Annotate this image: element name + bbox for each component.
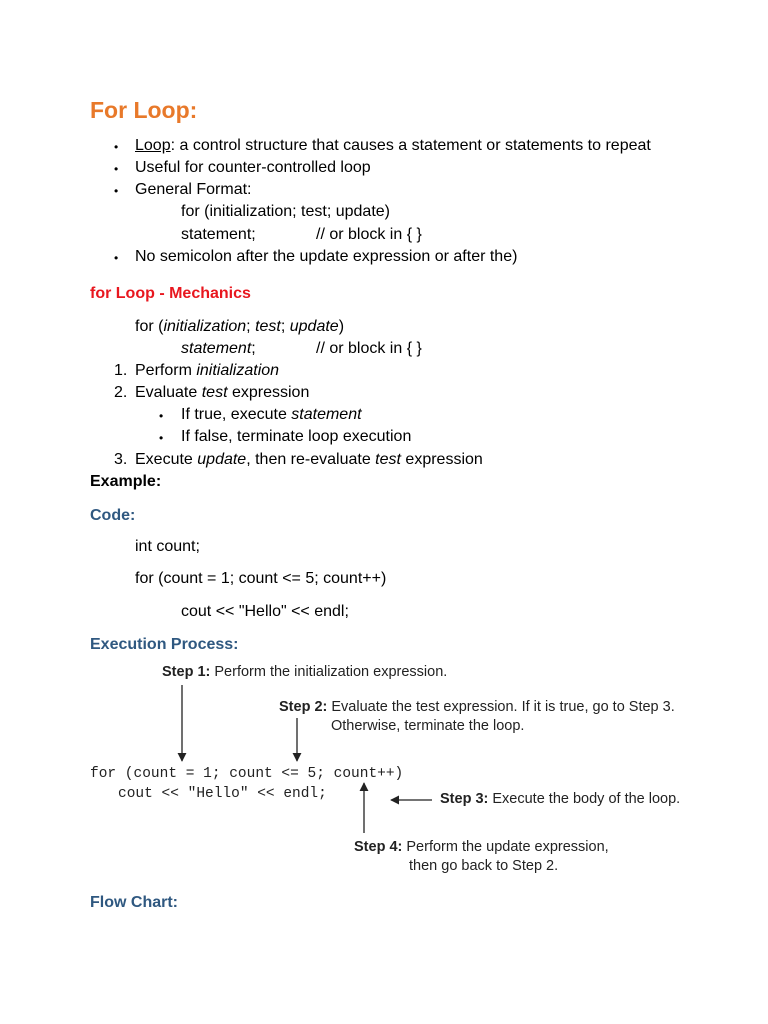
bullet-item-useful: Useful for counter-controlled loop xyxy=(135,159,371,176)
step-text: Perform the initialization expression. xyxy=(214,664,448,680)
format-line-2-statement: statement; xyxy=(181,226,256,243)
text-fragment: statement xyxy=(181,340,252,357)
format-line-2-comment: // or block in { } xyxy=(316,226,422,243)
step2-annotation-line2: Otherwise, terminate the loop. xyxy=(331,718,525,734)
step-label: Step 4: xyxy=(354,839,403,855)
text-fragment: ; xyxy=(246,318,256,335)
text-fragment: expression xyxy=(227,384,310,401)
example-label: Example: xyxy=(90,473,162,490)
code-heading: Code: xyxy=(90,507,136,524)
text-fragment: test xyxy=(375,451,401,468)
mechanics-comment: // or block in { } xyxy=(316,340,422,357)
code-line-1: int count; xyxy=(135,538,200,555)
loop-term: Loop xyxy=(135,137,171,154)
text-fragment: statement xyxy=(291,406,362,423)
mechanics-heading: for Loop - Mechanics xyxy=(90,285,251,302)
text-fragment: update xyxy=(197,451,247,468)
bullet-marker: • xyxy=(159,409,164,423)
code-line-2: for (count = 1; count <= 5; count++) xyxy=(135,570,387,587)
text-fragment: If true, execute xyxy=(181,406,292,423)
text-fragment: test xyxy=(201,384,228,401)
text-fragment: expression xyxy=(400,451,483,468)
step-2-false: If false, terminate loop execution xyxy=(181,428,412,445)
text-fragment: ; xyxy=(251,340,256,357)
bullet-marker: • xyxy=(114,162,119,176)
text-fragment: for ( xyxy=(135,318,164,335)
step-number: 3. xyxy=(114,451,128,468)
step-text: Execute the body of the loop. xyxy=(492,791,681,807)
diagram-code-line-2: cout << "Hello" << endl; xyxy=(118,786,327,802)
text-fragment: ) xyxy=(338,318,345,335)
bullet-marker: • xyxy=(114,184,119,198)
text-fragment: update xyxy=(289,318,339,335)
text-fragment: ; xyxy=(280,318,290,335)
diagram-code-line-1: for (count = 1; count <= 5; count++) xyxy=(90,766,404,782)
step-number: 2. xyxy=(114,384,128,401)
step-text: Perform the update expression, xyxy=(406,839,609,855)
format-line-1: for (initialization; test; update) xyxy=(181,203,390,220)
bullet-marker: • xyxy=(114,140,119,154)
bullet-marker: • xyxy=(159,431,164,445)
step-number: 1. xyxy=(114,362,128,379)
step-label: Step 3: xyxy=(440,791,489,807)
bullet-item-no-semicolon: No semicolon after the update expression or after the) xyxy=(135,248,518,265)
code-line-3: cout << "Hello" << endl; xyxy=(181,603,349,620)
text-fragment: initialization xyxy=(196,362,280,379)
step4-annotation-line2: then go back to Step 2. xyxy=(409,858,559,874)
text-fragment: , then re-evaluate xyxy=(246,451,376,468)
bullet-marker: • xyxy=(114,251,119,265)
bullet-item-general-format: General Format: xyxy=(135,181,252,198)
text-fragment: initialization xyxy=(163,318,247,335)
loop-definition: : a control structure that causes a statement or statements to repeat xyxy=(170,137,651,154)
step-text: Evaluate the test expression. If it is true, go to Step 3. xyxy=(331,699,675,715)
text-fragment: test xyxy=(255,318,281,335)
step-label: Step 1: xyxy=(162,664,211,680)
step-label: Step 2: xyxy=(279,699,328,715)
page-title: For Loop: xyxy=(90,97,198,123)
flowchart-heading: Flow Chart: xyxy=(90,894,178,911)
text-fragment: Perform xyxy=(135,362,197,379)
execution-heading: Execution Process: xyxy=(90,636,239,653)
text-fragment: Execute xyxy=(135,451,198,468)
text-fragment: Evaluate xyxy=(135,384,202,401)
